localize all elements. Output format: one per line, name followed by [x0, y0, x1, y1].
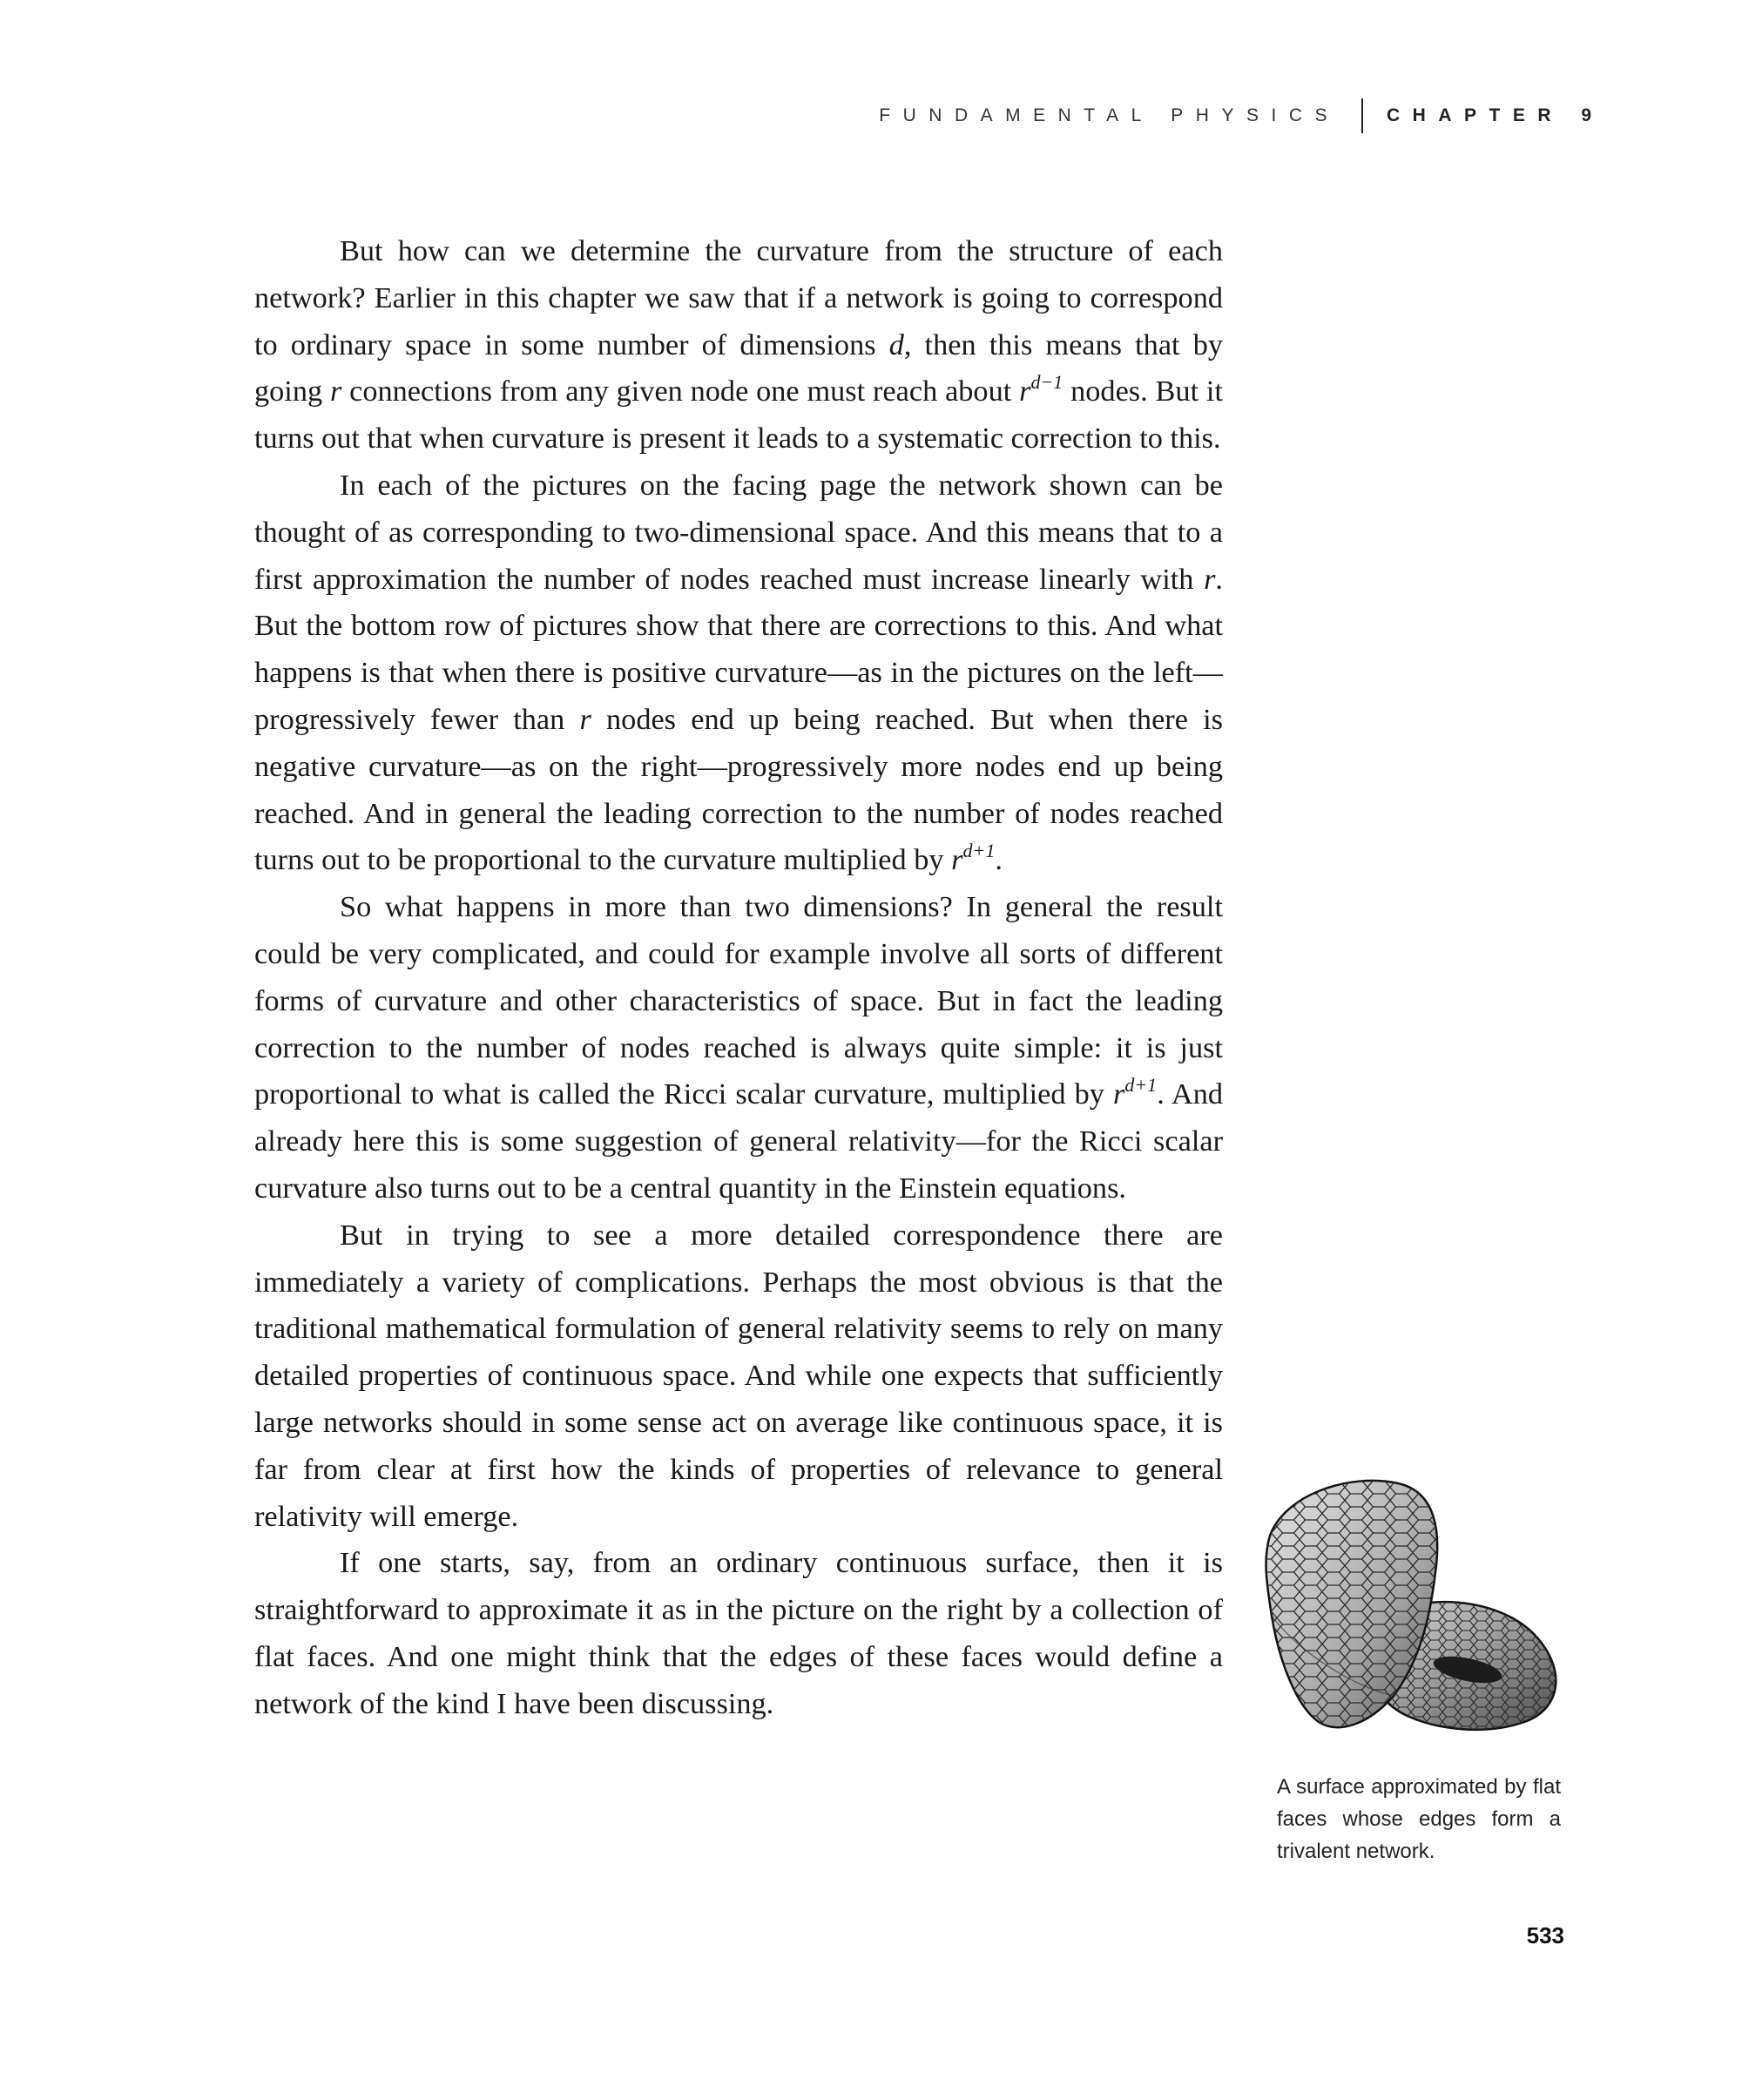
math-var: r — [1019, 375, 1031, 409]
math-var: r — [329, 375, 342, 409]
text-run: In each of the pictures on the facing page the network shown can be thought of as corresponding to two-dimensional space. And this means that to a first approximation the number of nodes reached must increase linearly with — [254, 468, 1223, 596]
text-run: , then this means that by going — [254, 327, 1224, 409]
math-var: d — [888, 327, 904, 361]
math-var: r — [1112, 1077, 1125, 1111]
text-run: . But the bottom row of pictures show that there are corrections to this. And what happens is that when there is positive curvature—as in the pictures on the left—progressively fewer than — [254, 562, 1223, 736]
paragraph-4: But in trying to see a more detailed correspondence there are immediately a variety of complications. Perhaps the most obvious is that the traditional mathematical formulation of general relativity seems to rely on many detailed properties of continuous space. And while one expects that sufficiently large networks should in some sense act on average like continuous space, it is far from clear at first how the kinds of properties of relevance to general relativity will emerge. — [254, 1218, 1223, 1533]
math-exponent: d−1 — [1030, 371, 1063, 394]
running-header — [0, 103, 1742, 138]
faceted-surface-illustration — [1254, 1468, 1577, 1738]
math-var: r — [951, 843, 963, 877]
text-run: So what happens in more than two dimensions? In general the result could be very complicated, and could for example involve all sorts of different forms of curvature and other characteristics of space. But in fact the leading correction to the number of nodes reached is always quite simple: it is just proportional to what is called the Ricci scalar curvature, multiplied by — [254, 890, 1223, 1111]
page-number: 533 — [1526, 1922, 1564, 1948]
paragraph-2 — [254, 463, 1223, 884]
paragraph-3 — [254, 884, 1223, 1212]
paragraph-1 — [254, 228, 1223, 463]
book-title: FUNDAMENTAL PHYSICS — [879, 105, 1340, 125]
text-run: . And already here this is some suggestion of general relativity—for the Ricci scalar curvature also turns out to be a central quantity in the Einstein equations. — [254, 1077, 1224, 1205]
surface-figure — [1254, 1468, 1577, 1738]
main-text — [254, 228, 1223, 1728]
math-exponent: d+1 — [962, 840, 996, 862]
text-run: . — [995, 843, 1003, 877]
text-run: But how can we determine the curvature from the structure of each network? Earlier in this chapter we saw that if a network is going to correspond to ordinary space in some number of dimensions — [254, 234, 1223, 361]
text-run: connections from any given node one must reach about — [341, 375, 1020, 409]
paragraph-5: If one starts, say, from an ordinary continuous surface, then it is straightforward to approximate it as in the picture on the right by a collection of flat faces. And one might think that the edges of these faces would define a network of the kind I have been discussing. — [254, 1546, 1223, 1720]
header-divider — [1361, 98, 1363, 133]
text-run: nodes end up being reached. But when there is negative curvature—as on the right—progressively more nodes end up being reached. And in general the leading correction to the number of nodes reached turns out to be proportional to the curvature multiplied by — [254, 702, 1224, 877]
chapter-label: CHAPTER 9 — [1387, 105, 1604, 125]
math-exponent: d+1 — [1124, 1074, 1158, 1097]
math-var: r — [1204, 562, 1216, 596]
figure-caption: A surface approximated by flat faces whose edges form a trivalent network. — [1277, 1775, 1561, 1863]
math-var: r — [579, 702, 591, 736]
text-run: nodes. But it turns out that when curvature is present it leads to a systematic correction to this. — [254, 375, 1223, 456]
